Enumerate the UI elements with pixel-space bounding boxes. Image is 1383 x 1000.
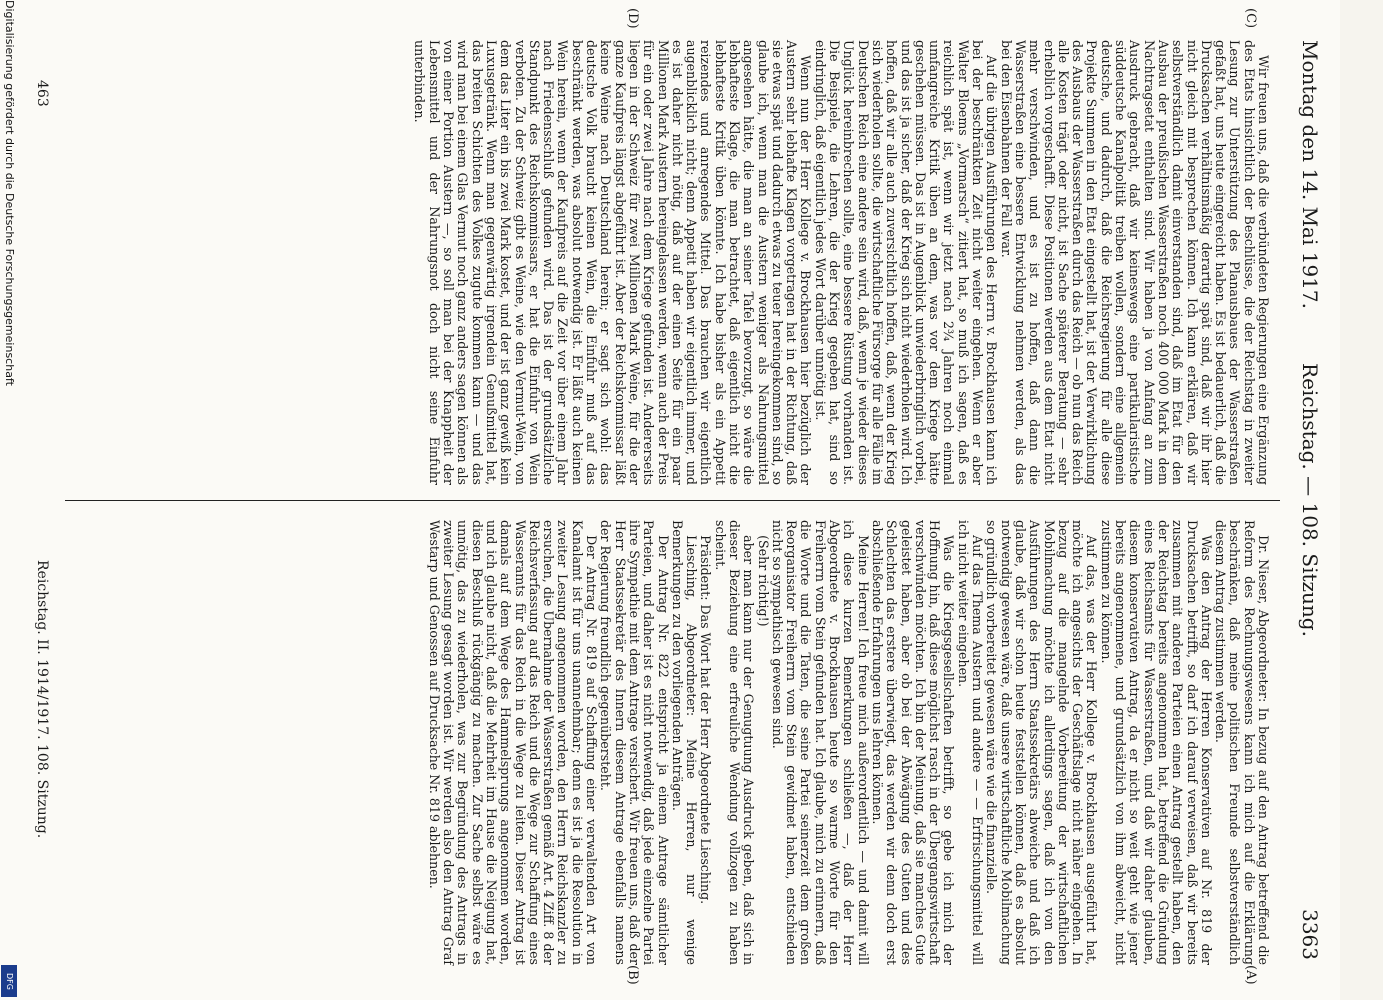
marker-c: (C) [1243,8,1258,29]
marker-a: (A) [1243,965,1258,985]
paragraph: Auf die übrigen Ausführungen des Herrn v. Brockhausen kann ich bei der beschränkten Zeit nicht weiter eingehen. Wenn er aber Walter Bloems „Vormarsch“ zitiert hat, so muß ich sagen, daß es reichlich spät ist, wenn wir jetzt nach 2¾ Jahren noch einmal umfangreiche Kritik üben an dem, was vor dem Kriege hätte geschehen müssen. Das ist in Augenblick unwiederbringlich vorbei, und das ist ja sicher, daß der Krieg sich nicht wiederholen wird. Ich hoffen, daß wir alle auch zuversichtlich hoffen, daß, wenn der Krieg sich wiederholen sollte, die wirtschaftliche Fürsorge für alle Fälle im Deutschen Reich eine andere sein wird, daß, wenn je wieder dieses Unglück hereinbrechen sollte, eine bessere Rüstung vorhanden ist. Die Beispiele, die Lehren, die der Krieg gegeben hat, sind so eindringlich, daß eigentlich jedes Wort darüber unnötig ist. [812,40,1000,485]
page-number: 3363 [1298,909,1322,960]
paragraph: Wir freuen uns, daß die verbündeten Regierungen eine Ergänzung des Etats hinsichtlich der Beschlüsse, die der Reichstag in zweiter Lesung zur Unterstützung des Planausbaues der Wasserstraßen gefaßt hat, uns heute eingereicht haben. Es ist bedauerlich, daß die Drucksachen verhältnismäßig derartig spät sind, daß wir ihr hier nicht gleich mit besprechen können. Ich kann erklären, daß wir selbstverständlich damit einverstanden sind, daß im Etat für den Ausbau der preußischen Wasserstraßen noch 400 000 Mark in dem Nachtragsetat enthalten sind. Wir haben ja von Anfang an zum Ausdruck gebracht, daß wir keineswegs eine partikularistische süddeutsche Kanalpolitik treiben wollen, sondern eine allgemein deutsche, und dadurch, daß die Reichsregierung für alle diese Projekte Summen in den Etat eingestellt hat, ist der Verwirklichung des Ausbaus der Wasserstraßen durch das Reich — ob nun das Reich alle Kosten trägt oder nicht, ist Sache späterer Beratung — sehr erheblich vorgeschafft. Diese Positionen werden aus dem Etat nicht mehr verschwinden, und es ist zu hoffen, daß dann die Wasserstraßen eine bessere Entwicklung nehmen werden, als das bei den Eisenbahnen der Fall war. [998,40,1271,485]
attribution [2,0,16,1000]
paragraph: Was den Antrag der Herren Konservativen auf Nr. 819 der Drucksachen betrifft, so darf ich darauf verweisen, daß wir bereits zusammen mit anderen Parteien einen Antrag gestellt haben, den der Reichstag bereits angenommen hat, betreffend die Gründung eines Reichsamts für Wasserstraßen, und daß wir daher glauben, diesem konservativen Antrag, da er nicht so weit geht wie jener bereits angenommene, und grundsätzlich von ihm abweicht, nicht zustimmen zu können. [1098,520,1214,965]
paragraph: Präsident: Das Wort hat der Herr Abgeordnete Liesching. [698,535,714,905]
marker-b: (B) [625,965,640,985]
paragraph: Was die Kriegsgesellschaften betrifft, so gebe ich mich der Hoffnung hin, daß diese möglichst rasch in der Übergangswirtschaft verschwinden möchten. Ich bin der Meinung, daß sie manches Gute geleistet haben, aber ob bei der Abwägung des Guten und des Schlechten das erstere überwiegt, das werden wir denn doch erst abschließende Erfahrungen uns lehren können. [869,520,957,965]
paragraph: Der Antrag Nr. 822 entspricht ja einem Antrage sämtlicher Parteien, und daher ist es nicht notwendig, daß jede einzelne Partei ihre Sympathie mit dem Antrage versichert. Wir freuen uns, daß der Herr Staatssekretär des Innern diesem Antrage ebenfalls namens der Regierung freundlich gegenübersteht. [598,520,671,965]
header-title: Reichstag. — 108. Sitzung. [1298,363,1322,637]
paragraph: Der Antrag Nr. 819 auf Schaffung einer verwaltenden Art von Kanalamt ist für uns unannehmbar; denn es ist ja die Resolution in zweiter Lesung angenommen worden, den Herrn Reichskanzler zu ersuchen, die Übernahme der Wasserstraßen gemäß Art. 4 Ziff. 8 der Reichsverfassung auf das Reich und die Wege zur Schaffung eines Wasseramts für das Reich in die Wege zu leiten. Dieser Antrag ist damals auf dem Wege des Hammelsprungs angenommen worden, und ich glaube nicht, daß die Mehrheit im Hause die Neigung hat, diesen Beschluß rückgängig zu machen. Zur Sache selbst wäre es unnötig, das zu wiederholen, was zur Begründung des Antrags in zweiter Lesung gesagt worden ist. Wir werden also den Antrag Graf Westarp und Genossen auf Drucksache Nr. 819 ablehnen. [426,520,600,965]
paragraph: (Sehr richtig!) [755,535,771,627]
paragraph: Auf das, was der Herr Kollege v. Brockhausen ausgeführt hat, möchte ich angesichts der Geschäftslage nicht näher eingehen. In bezug auf die mangelnde Vorbereitung der wirtschaftlichen Mobilmachung möchte ich allerdings sagen, daß ich von den Ausführungen des Herrn Staatssekretärs abweiche und daß ich glaube, daß wir schon heute feststellen können, daß es absolut notwendig gewesen wäre, daß unsere wirtschaftliche Mobilmachung so gründlich vorbereitet gewesen wäre wie die finanzielle. [984,520,1100,965]
footer-session: Reichstag. II. 1914/1917. 108. Sitzung. [34,560,50,839]
marker-d: (D) [625,8,640,29]
dfg-logo: DFG [1,965,17,997]
paragraph: Liesching, Abgeordneter: Meine Herren, nur wenige Bemerkungen zu den vorliegenden Anträgen. [669,520,700,965]
text-column-right [412,40,1270,485]
column-divider [65,500,1280,501]
paragraph: Meine Herren! Ich freue mich außerordentlich — und damit will ich diese kurzen Bemerkungen schließen —, daß der Herr Abgeordnete v. Brockhausen heute so warme Worte für den Freiherrn vom Stein gefunden hat. Ich glaube, mich zu erinnern, daß die Worte und die Taten, die seine Partei seinerzeit dem großen Reorganisator Freiherrn vom Stein gewidmet haben, entschieden nicht so sympathisch gewesen sind. [769,520,871,965]
attribution-text: Digitalisierung gefördert durch die Deutsche Forschungsgemeinschaft [3,0,16,386]
header-date: Montag den 14. Mai 1917. [1298,40,1322,309]
text-column-left [426,520,1270,965]
paragraph: Auf das Thema Austern und andere — — Erfrischungsmittel will ich nicht weiter eingehen. [955,520,986,965]
page-header [1288,40,1322,960]
footer-number: 463 [34,80,50,107]
paragraph: aber man kann nur der Genugtuung Ausdruck geben, daß sich in dieser Beziehung eine erfreuliche Wendung vollzogen zu haben scheint. [712,520,757,965]
paragraph: Dr. Nieser, Abgeordneter: In bezug auf den Antrag betreffend die Reform des Rechnungswesens kann ich mich auf die Erklärung beschränken, daß meine politischen Freunde selbstverständlich diesem Antrag zustimmen werden. [1213,520,1271,965]
paragraph: Wenn nun der Herr Kollege v. Brockhausen hier bezüglich der Austern sehr lebhafte Klagen vorgetragen hat in der Richtung, daß sie etwas spät und dadurch etwas zu teuer hereingekommen sind, so glaube ich, wenn man die Austern weniger als Nahrungsmittel angesehen hätte, die man an seiner Tafel bevorzugt, so wäre die lebhafteste Klage, die man betrachtet, daß eigentlich nicht die lebhafteste Kritik üben könnte. Ich habe bisher als ein Appetit reizendes und anregendes Mittel. Das brauchen wir eigentlich augenblicklich nicht; denn Appetit haben wir eigentlich immer, und es ist daher nicht nötig, daß auf der einen Seite für ein paar Millionen Mark Austern hereingelassen werden, wenn auch der Preis für ein oder zwei Jahre nach dem Kriege gefunden ist. Andererseits liegen in der Schweiz für zwei Millionen Mark Weine, für die der ganze Kaufpreis längst abgeführt ist. Aber der Reichskommissar läßt keine Weine nach Deutschland herein; er sagt sich wohl: das deutsche Volk braucht keinen Wein, die Einfuhr muß auf das beschränkt werden, was absolut notwendig ist. Er läßt auch keinen Wein herein, wenn der Kaufpreis auf die Zeit vor über einem Jahr nach Friedensschluß gefunden wird. Das ist der grundsätzliche Standpunkt des Reichskommissars, er hat die Einfuhr von Wein verboten. Zu der Schweiz gibt es Weine, wie den Vermut-Wein, von dem das Liter ein bis zwei Mark kostet, und der ist ganz gewiß kein Luxusgetränk. Wenn man gegenwärtig irgendein Genußmittel hat, das breiten Schichten des Volkes zugute kommen kann — und das wird man bei einem Glas Vermut noch ganz anders sagen können als von einer Portion Austern —, so soll man bei der Knappheit der Lebensmittel und der Nahrungsnot doch nicht seine Einfuhr unterbinden. [412,40,814,485]
